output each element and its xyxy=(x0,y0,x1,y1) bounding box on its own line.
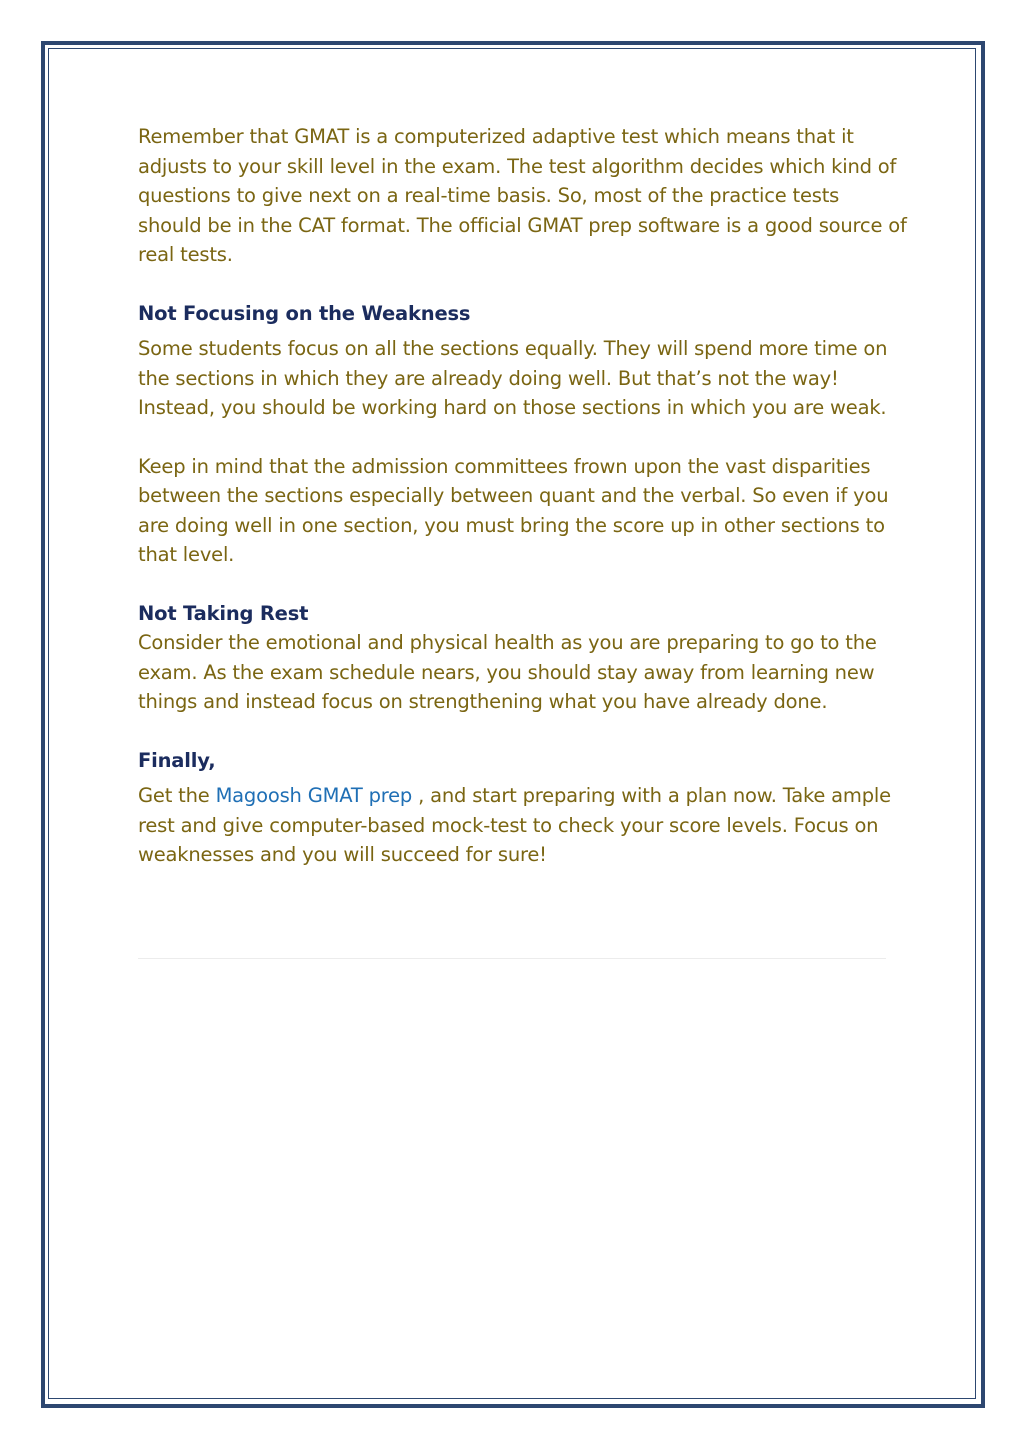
document-body xyxy=(138,122,908,899)
weakness-paragraph-1: Some students focus on all the sections equally. They will spend more time on the sections in which they are already doing well. But that’s not the way! Instead, you should be working hard on those sections in which you are weak. xyxy=(138,337,888,419)
horizontal-divider xyxy=(138,958,886,959)
finally-text-after-link: , and start preparing with a plan now. Take ample rest and give computer-based mock-test to check your score levels. Focus on weaknesses and you will succeed for sure! xyxy=(138,784,891,866)
rest-paragraph: Consider the emotional and physical health as you are preparing to go to the exam. As the exam schedule nears, you should stay away from learning new things and instead focus on strengthening what you have already done. xyxy=(138,631,877,713)
heading-not-taking-rest: Not Taking Rest xyxy=(138,601,309,625)
finally-paragraph xyxy=(138,781,908,870)
heading-finally: Finally, xyxy=(138,748,216,772)
finally-text-before-link: Get the xyxy=(138,784,216,807)
magoosh-gmat-prep-link[interactable]: Magoosh GMAT prep xyxy=(215,784,419,807)
weakness-paragraph-2: Keep in mind that the admission committees frown upon the vast disparities between the sections especially between quant and the verbal. So even if you are doing well in one section, you must bring the score up in other sections to that level. xyxy=(138,454,889,566)
heading-not-focusing-on-weakness: Not Focusing on the Weakness xyxy=(138,301,471,325)
intro-paragraph: Remember that GMAT is a computerized adaptive test which means that it adjusts to your skill level in the exam. The test algorithm decides which kind of questions to give next on a real-time basis. So, most of the practice tests should be in the CAT format. The official GMAT prep software is a good source of real tests. xyxy=(138,125,907,266)
